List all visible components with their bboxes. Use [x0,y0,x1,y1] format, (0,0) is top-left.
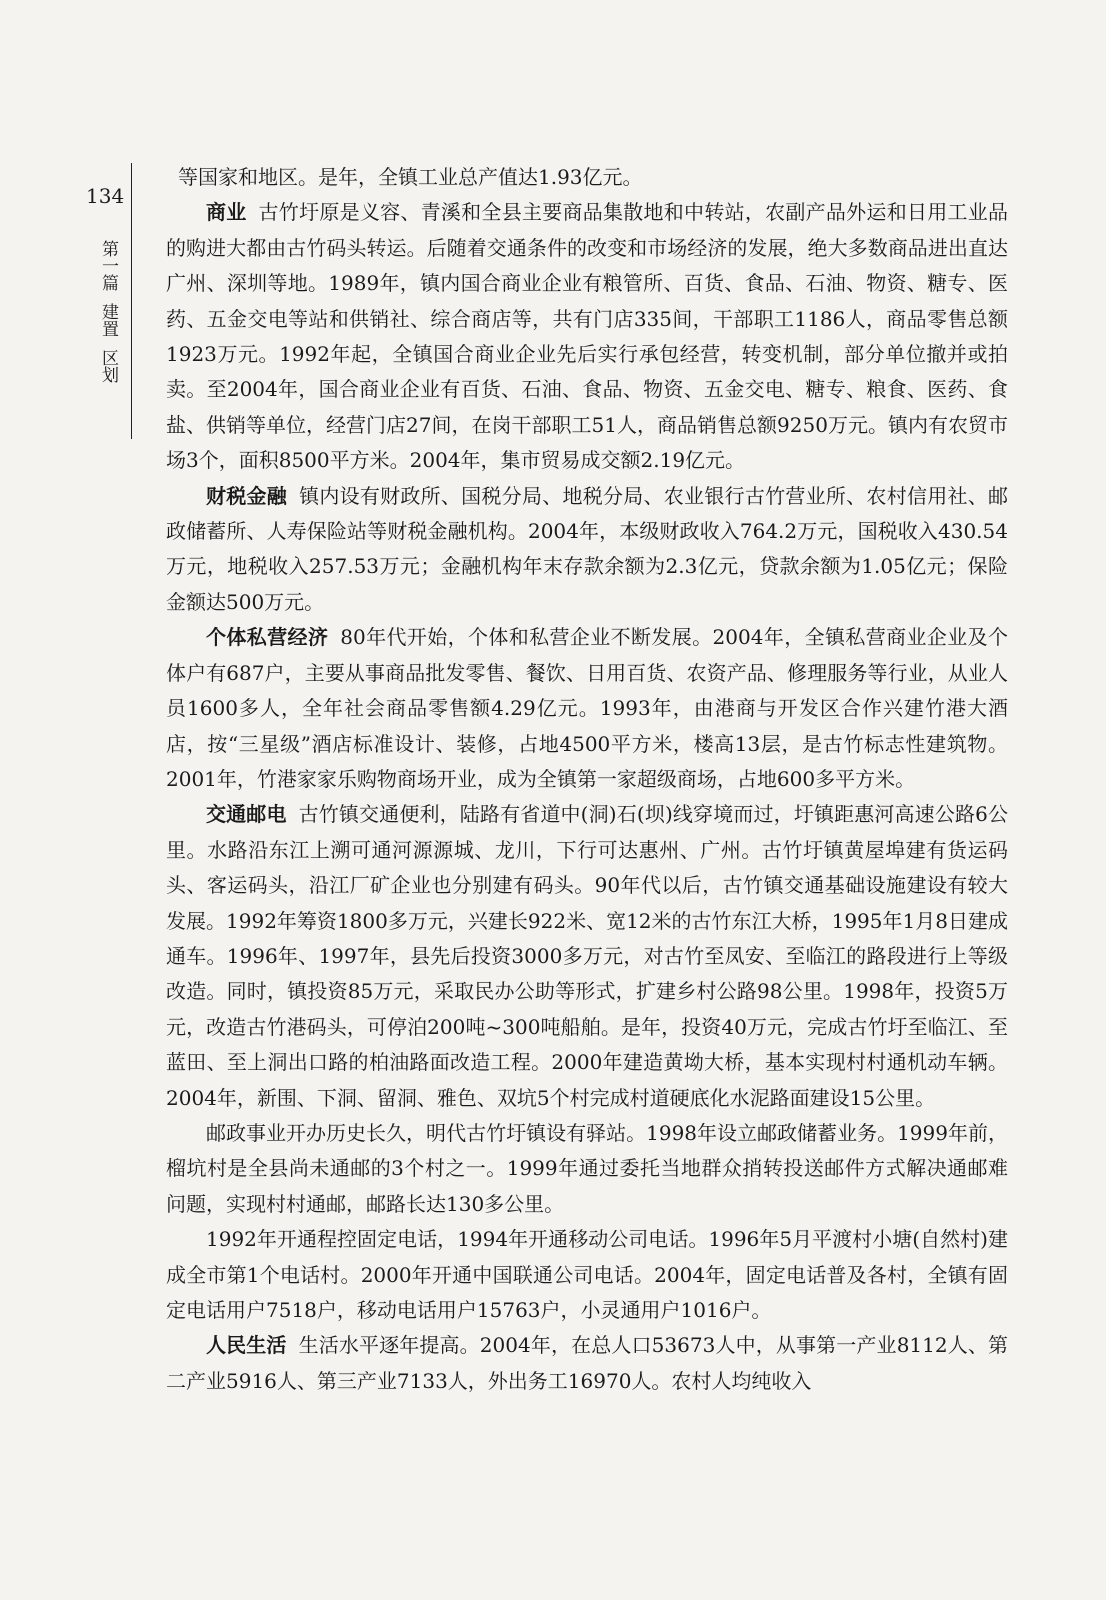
paragraph-heading: 个体私营经济 [206,625,329,650]
paragraph-heading: 财税金融 [206,483,288,508]
paragraph-text: 1992年开通程控固定电话，1994年开通移动公司电话。1996年5月平渡村小塘(自然村)建成全市第1个电话村。2000年开通中国联通公司电话。2004年，固定电话普及各村，全镇有固定电话用户7518户，移动电话用户15763户，小灵通用户1016户。 [166,1227,1008,1322]
paragraph [166,797,1008,1116]
paragraph [166,1116,1008,1222]
paragraph-heading: 商业 [206,200,247,225]
page-number: 134 [86,184,125,208]
paragraph-text: 古竹圩原是义容、青溪和全县主要商品集散地和中转站，农副产品外运和日用工业品的购进大都由古竹码头转运。后随着交通条件的改变和市场经济的发展，绝大多数商品进出直达广州、深圳等地。1989年，镇内国合商业企业有粮管所、百货、食品、石油、物资、糖专、医药、五金交电等站和供销社、综合商店等，共有门店335间，干部职工1186人，商品零售总额1923万元。1992年起，全镇国合商业企业先后实行承包经营，转变机制，部分单位撤并或拍卖。至2004年，国合商业企业有百货、石油、食品、物资、五金交电、糖专、粮食、医药、食盐、供销等单位，经营门店27间，在岗干部职工51人，商品销售总额9250万元。镇内有农贸市场3个，面积8500平方米。2004年，集市贸易成交额2.19亿元。 [166,200,1009,473]
section-side-label [96,240,120,383]
paragraph-text: 等国家和地区。是年，全镇工业总产值达1.93亿元。 [178,165,643,189]
chapter-label: 建置 [98,303,118,337]
paragraph [166,160,1008,195]
paragraph-text: 80年代开始，个体和私营企业不断发展。2004年，全镇私营商业企业及个体户有687户，主要从事商品批发零售、餐饮、日用百货、农资产品、修理服务等行业，从业人员1600多人，全年社会商品零售额4.29亿元。1993年，由港商与开发区合作兴建竹港大酒店，按“三星级”酒店标准设计、装修，占地4500平方米，楼高13层，是古竹标志性建筑物。2001年，竹港家家乐购物商场开业，成为全镇第一家超级商场，占地600多平方米。 [166,625,1008,791]
body-text [166,160,1008,1399]
paragraph-text: 古竹镇交通便利，陆路有省道中(洞)石(坝)线穿境而过，圩镇距惠河高速公路6公里。水路沿东江上溯可通河源源城、龙川，下行可达惠州、广州。古竹圩镇黄屋埠建有货运码头、客运码头，沿江厂矿企业也分别建有码头。90年代以后，古竹镇交通基础设施建设有较大发展。1992年筹资1800多万元，兴建长922米、宽12米的古竹东江大桥，1995年1月8日建成通车。1996年、1997年，县先后投资3000多万元，对古竹至凤安、至临江的路段进行上等级改造。同时，镇投资85万元，采取民办公助等形式，扩建乡村公路98公里。1998年，投资5万元，改造古竹港码头，可停泊200吨~300吨船舶。是年，投资40万元，完成古竹圩至临江、至蓝田、至上洞出口路的柏油路面改造工程。2000年建造黄坳大桥，基本实现村村通机动车辆。2004年，新围、下洞、留洞、雅色、双坑5个村完成村道硬底化水泥路面建设15公里。 [166,802,1008,1110]
section-label: 区划 [98,349,118,383]
paragraph [166,195,1008,478]
paragraph-text: 生活水平逐年提高。2004年，在总人口53673人中，从事第一产业8112人、第二产业5916人、第三产业7133人，外出务工16970人。农村人均纯收入 [166,1333,1009,1393]
paragraph-heading: 交通邮电 [206,802,287,827]
paragraph-text: 邮政事业开办历史长久，明代古竹圩镇设有驿站。1998年设立邮政储蓄业务。1999年前，榴坑村是全县尚未通邮的3个村之一。1999年通过委托当地群众捎转投送邮件方式解决通邮难问题，实现村村通邮，邮路长达130多公里。 [166,1120,1008,1216]
paragraph-heading: 人民生活 [206,1333,287,1358]
paragraph-text: 镇内设有财政所、国税分局、地税分局、农业银行古竹营业所、农村信用社、邮政储蓄所、人寿保险站等财税金融机构。2004年，本级财政收入764.2万元，国税收入430.54万元，地税收入257.53万元；金融机构年末存款余额为2.3亿元，贷款余额为1.05亿元；保险金额达500万元。 [166,483,1009,614]
paragraph [166,479,1008,621]
paragraph [166,1222,1008,1328]
paragraph [166,1328,1008,1399]
paragraph [166,620,1008,797]
margin-rule [131,163,132,439]
part-label: 第一篇 [98,240,118,291]
